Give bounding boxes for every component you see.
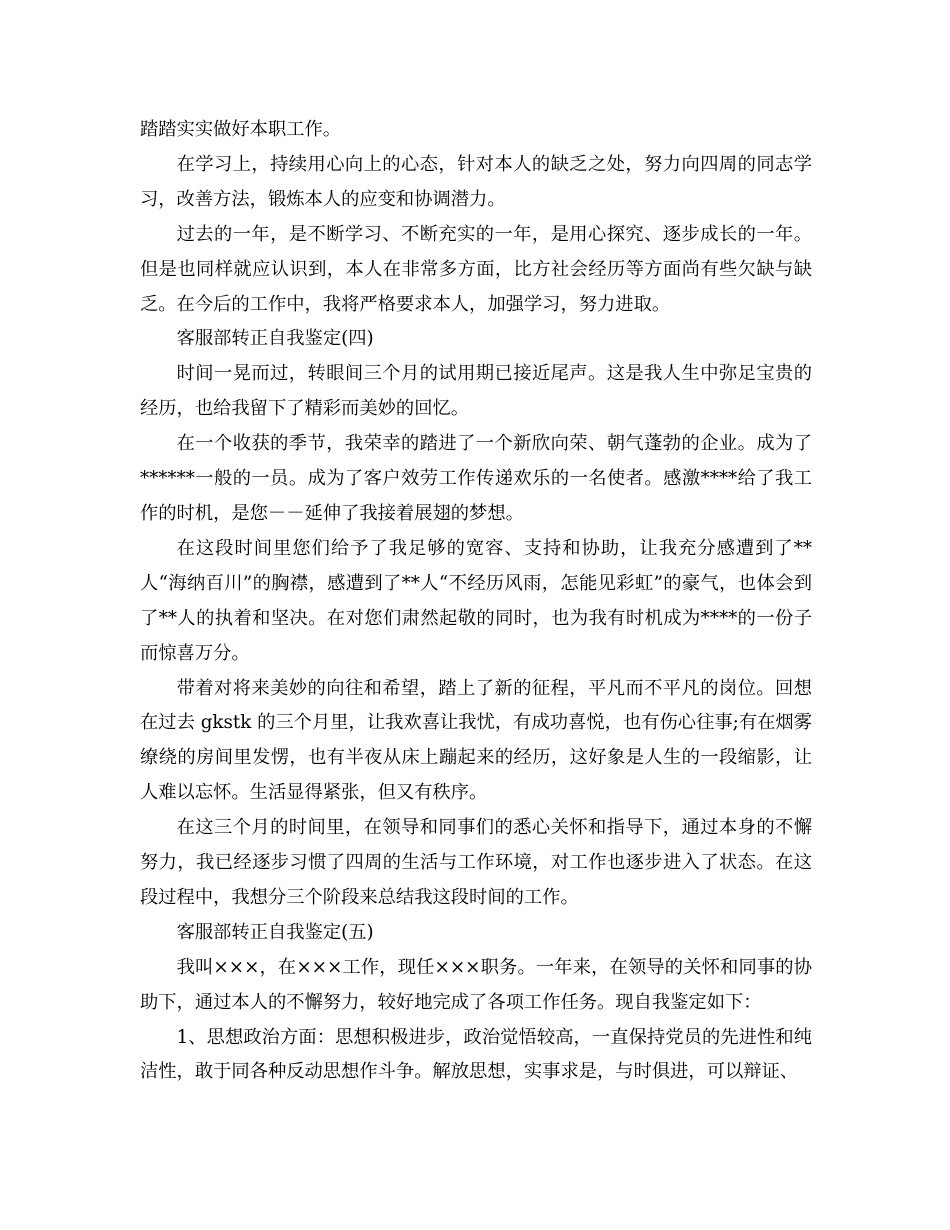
paragraph-8: 带着对将来美妙的向往和希望，踏上了新的征程，平凡而不平凡的岗位。回想在过去 gkstk 的三个月里，让我欢喜让我忧，有成功喜悦，也有伤心往事;有在烟雾缭绕的房间里发愣，也有半夜从床上蹦起来的经历，这好象是人生的一段缩影，让人难以忘怀。生活显得紧张，但又有秩序。 [140, 677, 812, 804]
paragraph-1: 踏踏实实做好本职工作。 [140, 119, 342, 140]
section-heading-5: 客服部转正自我鉴定(五) [176, 921, 374, 943]
paragraph-9: 在这三个月的时间里，在领导和同事们的悉心关怀和指导下，通过本身的不懈努力，我已经逐步习惯了四周的生活与工作环境，对工作也逐步进入了状态。在这段过程中，我想分三个阶段来总结我这段时间的工作。 [140, 817, 812, 908]
paragraph-3: 过去的一年，是不断学习、不断充实的一年，是用心探究、逐步成长的一年。但是也同样就应认识到，本人在非常多方面，比方社会经历等方面尚有些欠缺与缺乏。在今后的工作中，我将严格要求本人，加强学习，努力进取。 [140, 223, 812, 315]
document-body [140, 113, 812, 1090]
paragraph-2: 在学习上，持续用心向上的心态，针对本人的缺乏之处，努力向四周的同志学习，改善方法，锻炼本人的应变和协调潜力。 [140, 153, 812, 210]
paragraph-11: 我叫×××，在×××工作，现任×××职务。一年来，在领导的关怀和同事的协助下，通过本人的不懈努力，较好地完成了各项工作任务。现自我鉴定如下： [140, 956, 812, 1013]
paragraph-12: 1、思想政治方面：思想积极进步，政治觉悟较高，一直保持党员的先进性和纯洁性，敢于同各种反动思想作斗争。解放思想，实事求是，与时俱进，可以辩证、 [140, 1026, 812, 1083]
paragraph-7: 在这段时间里您们给予了我足够的宽容、支持和协助，让我充分感遭到了**人“海纳百川”的胸襟，感遭到了**人“不经历风雨，怎能见彩虹”的豪气，也体会到了**人的执着和坚决。在对您们肃然起敬的同时，也为我有时机成为****的一份子而惊喜万分。 [140, 537, 812, 664]
paragraph-6: 在一个收获的季节，我荣幸的踏进了一个新欣向荣、朝气蓬勃的企业。成为了******一般的一员。成为了客户效劳工作传递欢乐的一名使者。感激****给了我工作的时机，是您－－延伸了我接着展翅的梦想。 [140, 433, 812, 524]
paragraph-5: 时间一晃而过，转眼间三个月的试用期已接近尾声。这是我人生中弥足宝贵的经历，也给我留下了精彩而美妙的回忆。 [140, 363, 812, 420]
section-heading-4: 客服部转正自我鉴定(四) [176, 328, 374, 350]
